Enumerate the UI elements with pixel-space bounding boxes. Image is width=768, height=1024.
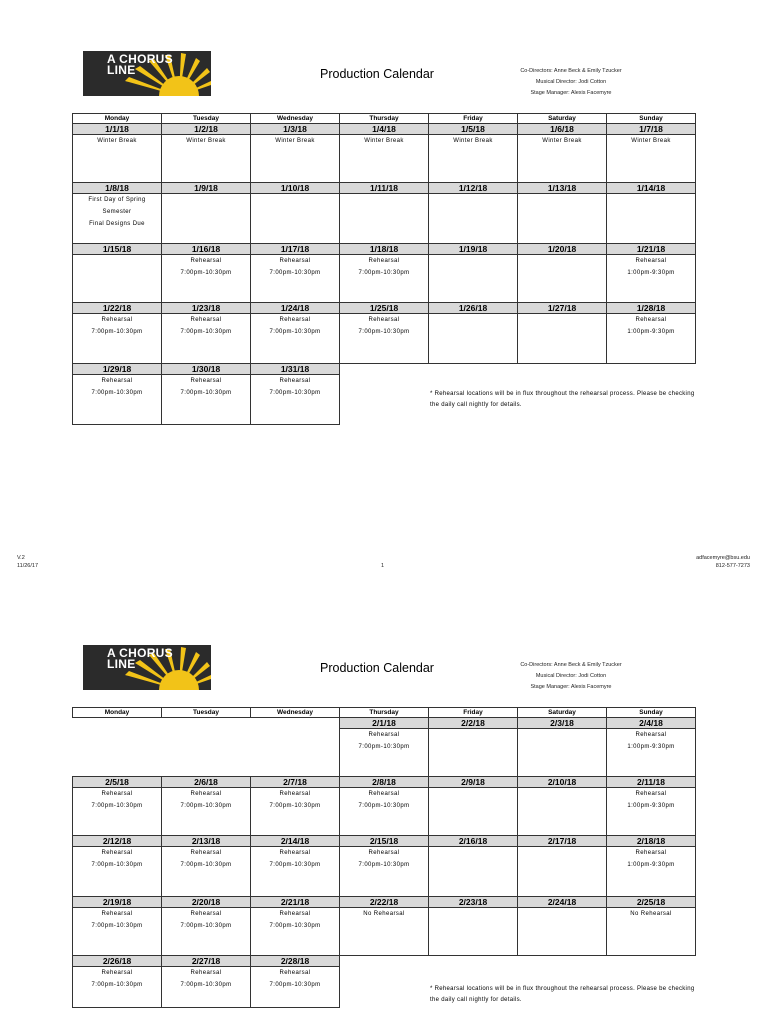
- event-line: Rehearsal: [279, 791, 311, 797]
- date-cell: 1/18/18: [340, 244, 429, 255]
- date-cell: 1/22/18: [73, 303, 162, 314]
- date-cell: 2/4/18: [607, 718, 696, 729]
- event-line: Rehearsal: [279, 850, 311, 856]
- event-line: Rehearsal: [635, 850, 667, 856]
- event-line: 1:00pm-9:30pm: [627, 744, 675, 750]
- event-line: 7:00pm-10:30pm: [269, 390, 321, 396]
- date-cell: 1/15/18: [73, 244, 162, 255]
- logo-line-2: LINE: [107, 63, 136, 77]
- date-cell: 2/15/18: [340, 836, 429, 847]
- event-line: Winter Break: [364, 138, 404, 144]
- date-cell: 1/6/18: [518, 124, 607, 135]
- event-line: 7:00pm-10:30pm: [269, 270, 321, 276]
- date-cell: 1/28/18: [607, 303, 696, 314]
- day-header: Monday: [73, 114, 162, 124]
- event-cell: [73, 908, 162, 956]
- date-cell: 1/9/18: [162, 183, 251, 194]
- event-line: Rehearsal: [279, 258, 311, 264]
- event-cell: [607, 788, 696, 836]
- musical-director: Musical Director: Jodi Cotton: [535, 673, 607, 679]
- event-line: Rehearsal: [635, 791, 667, 797]
- event-line: 7:00pm-10:30pm: [91, 390, 143, 396]
- date-cell: 2/2/18: [429, 718, 518, 729]
- event-line: Rehearsal: [368, 258, 400, 264]
- event-cell: [429, 788, 518, 836]
- empty-cell: [73, 718, 340, 729]
- event-cell: [73, 788, 162, 836]
- event-line: 7:00pm-10:30pm: [358, 270, 410, 276]
- date-cell: 2/1/18: [340, 718, 429, 729]
- event-cell: [162, 908, 251, 956]
- date-cell: 1/14/18: [607, 183, 696, 194]
- date-cell: 2/13/18: [162, 836, 251, 847]
- date-cell: 1/1/18: [73, 124, 162, 135]
- day-header: Saturday: [518, 708, 607, 718]
- date-cell: 2/11/18: [607, 777, 696, 788]
- stage-manager: Stage Manager: Alexis Facemyre: [530, 90, 612, 96]
- date-cell: 2/28/18: [251, 956, 340, 967]
- event-cell: [162, 788, 251, 836]
- revision-date: 11/26/17: [17, 563, 39, 569]
- event-line: Rehearsal: [190, 970, 222, 976]
- event-cell: [518, 908, 607, 956]
- event-cell: [340, 908, 429, 956]
- event-line: First Day of Spring: [88, 197, 146, 203]
- event-line: 7:00pm-10:30pm: [180, 923, 232, 929]
- event-cell: [251, 967, 340, 1008]
- event-line: 7:00pm-10:30pm: [180, 329, 232, 335]
- stage-manager: Stage Manager: Alexis Facemyre: [530, 684, 612, 690]
- day-header: Friday: [429, 114, 518, 124]
- empty-cell: [340, 956, 696, 967]
- date-cell: 1/17/18: [251, 244, 340, 255]
- event-line: Rehearsal: [190, 378, 222, 384]
- logo-line-1: A CHORUS: [107, 52, 173, 66]
- event-cell: [73, 967, 162, 1008]
- event-line: 7:00pm-10:30pm: [269, 803, 321, 809]
- date-cell: 2/27/18: [162, 956, 251, 967]
- event-line: 7:00pm-10:30pm: [358, 803, 410, 809]
- page-title: Production Calendar: [320, 67, 434, 81]
- day-header: Wednesday: [251, 114, 340, 124]
- event-line: 7:00pm-10:30pm: [180, 982, 232, 988]
- event-line: Winter Break: [275, 138, 315, 144]
- date-cell: 2/14/18: [251, 836, 340, 847]
- event-line: Winter Break: [453, 138, 493, 144]
- day-header: Tuesday: [162, 708, 251, 718]
- logo-line-2: LINE: [107, 657, 136, 671]
- event-line: 7:00pm-10:30pm: [269, 329, 321, 335]
- day-header: Monday: [73, 708, 162, 718]
- day-header: Saturday: [518, 114, 607, 124]
- date-cell: 2/3/18: [518, 718, 607, 729]
- date-cell: 1/10/18: [251, 183, 340, 194]
- date-cell: 1/11/18: [340, 183, 429, 194]
- day-header: Friday: [429, 708, 518, 718]
- event-line: Rehearsal: [279, 378, 311, 384]
- day-header: Tuesday: [162, 114, 251, 124]
- event-cell: [429, 847, 518, 897]
- date-cell: 1/19/18: [429, 244, 518, 255]
- event-cell: [607, 729, 696, 777]
- date-cell: 1/23/18: [162, 303, 251, 314]
- event-line: Rehearsal: [101, 850, 133, 856]
- event-line: 7:00pm-10:30pm: [91, 982, 143, 988]
- event-line: 7:00pm-10:30pm: [180, 390, 232, 396]
- event-line: Rehearsal: [279, 970, 311, 976]
- event-cell: [73, 847, 162, 897]
- date-cell: 1/13/18: [518, 183, 607, 194]
- date-cell: 1/16/18: [162, 244, 251, 255]
- date-cell: 1/27/18: [518, 303, 607, 314]
- musical-director: Musical Director: Jodi Cotton: [535, 79, 607, 85]
- date-cell: 1/30/18: [162, 364, 251, 375]
- page-title: Production Calendar: [320, 661, 434, 675]
- logo-line-1: A CHORUS: [107, 646, 173, 660]
- date-cell: 1/5/18: [429, 124, 518, 135]
- event-line: Final Designs Due: [89, 221, 145, 227]
- event-line: Rehearsal: [101, 970, 133, 976]
- event-cell: [162, 847, 251, 897]
- event-cell: [251, 847, 340, 897]
- event-line: Rehearsal: [101, 317, 133, 323]
- event-line: Rehearsal: [101, 791, 133, 797]
- contact-phone: 812-577-7273: [715, 563, 750, 569]
- event-line: Rehearsal: [190, 258, 222, 264]
- contact-email: adfacemyre@bsu.edu: [696, 555, 750, 561]
- date-cell: 1/31/18: [251, 364, 340, 375]
- chorus-line-logo: [83, 645, 211, 690]
- event-cell: [429, 729, 518, 777]
- event-line: 7:00pm-10:30pm: [180, 862, 232, 868]
- event-cell: [518, 729, 607, 777]
- day-header: Sunday: [607, 708, 696, 718]
- date-cell: 1/8/18: [73, 183, 162, 194]
- date-cell: 2/7/18: [251, 777, 340, 788]
- event-line: Rehearsal: [368, 850, 400, 856]
- day-header: Thursday: [340, 708, 429, 718]
- event-line: Winter Break: [631, 138, 671, 144]
- event-line: Rehearsal: [279, 911, 311, 917]
- day-header: Wednesday: [251, 708, 340, 718]
- date-cell: 2/26/18: [73, 956, 162, 967]
- event-cell: [251, 908, 340, 956]
- event-cell: [607, 908, 696, 956]
- version: V.2: [17, 555, 25, 561]
- day-header: Sunday: [607, 114, 696, 124]
- event-line: Rehearsal: [368, 791, 400, 797]
- co-directors: Co-Directors: Anne Beck & Emily Tzucker: [520, 662, 622, 668]
- date-cell: 2/22/18: [340, 897, 429, 908]
- event-line: Rehearsal: [368, 317, 400, 323]
- event-cell: [518, 788, 607, 836]
- event-line: 1:00pm-9:30pm: [627, 329, 675, 335]
- event-cell: [251, 788, 340, 836]
- date-cell: 2/17/18: [518, 836, 607, 847]
- date-cell: 2/25/18: [607, 897, 696, 908]
- event-cell: [518, 847, 607, 897]
- date-cell: 1/25/18: [340, 303, 429, 314]
- credits: [481, 660, 661, 693]
- event-line: 7:00pm-10:30pm: [91, 923, 143, 929]
- event-line: 7:00pm-10:30pm: [269, 982, 321, 988]
- event-line: Winter Break: [542, 138, 582, 144]
- date-cell: 1/4/18: [340, 124, 429, 135]
- event-line: No Rehearsal: [363, 911, 405, 917]
- event-line: 7:00pm-10:30pm: [180, 270, 232, 276]
- event-line: 1:00pm-9:30pm: [627, 270, 675, 276]
- date-cell: 2/5/18: [73, 777, 162, 788]
- rehearsal-note: * Rehearsal locations will be in flux throughout the rehearsal process. Please be checking the daily call nightly for details.: [430, 986, 695, 1003]
- date-cell: 2/9/18: [429, 777, 518, 788]
- event-line: Winter Break: [186, 138, 226, 144]
- calendar-table: [72, 707, 696, 1008]
- date-cell: 2/16/18: [429, 836, 518, 847]
- event-cell: [607, 847, 696, 897]
- event-line: 7:00pm-10:30pm: [269, 923, 321, 929]
- date-cell: 1/2/18: [162, 124, 251, 135]
- date-cell: 2/8/18: [340, 777, 429, 788]
- date-cell: 2/19/18: [73, 897, 162, 908]
- event-line: 7:00pm-10:30pm: [91, 862, 143, 868]
- date-cell: 2/12/18: [73, 836, 162, 847]
- event-line: No Rehearsal: [630, 911, 672, 917]
- event-line: Rehearsal: [101, 378, 133, 384]
- event-cell: [429, 908, 518, 956]
- event-line: Rehearsal: [190, 791, 222, 797]
- date-cell: 1/3/18: [251, 124, 340, 135]
- event-line: 7:00pm-10:30pm: [180, 803, 232, 809]
- date-cell: 2/21/18: [251, 897, 340, 908]
- event-cell: [340, 788, 429, 836]
- event-line: Rehearsal: [190, 850, 222, 856]
- event-line: 7:00pm-10:30pm: [358, 329, 410, 335]
- date-cell: 1/26/18: [429, 303, 518, 314]
- date-cell: 1/7/18: [607, 124, 696, 135]
- event-line: Rehearsal: [190, 317, 222, 323]
- event-line: Rehearsal: [635, 732, 667, 738]
- day-header: Thursday: [340, 114, 429, 124]
- event-line: 1:00pm-9:30pm: [627, 862, 675, 868]
- page-number: 1: [381, 563, 385, 569]
- date-cell: 1/24/18: [251, 303, 340, 314]
- event-line: 1:00pm-9:30pm: [627, 803, 675, 809]
- date-cell: 1/12/18: [429, 183, 518, 194]
- event-line: 7:00pm-10:30pm: [269, 862, 321, 868]
- date-cell: 2/24/18: [518, 897, 607, 908]
- event-line: Rehearsal: [368, 732, 400, 738]
- event-line: 7:00pm-10:30pm: [358, 744, 410, 750]
- event-line: Winter Break: [97, 138, 137, 144]
- date-cell: 2/18/18: [607, 836, 696, 847]
- event-line: Rehearsal: [635, 258, 667, 264]
- date-cell: 2/23/18: [429, 897, 518, 908]
- event-cell: [340, 729, 429, 777]
- event-line: 7:00pm-10:30pm: [91, 803, 143, 809]
- event-cell: [162, 967, 251, 1008]
- event-cell: [340, 847, 429, 897]
- rehearsal-note: * Rehearsal locations will be in flux throughout the rehearsal process. Please be checking the daily call nightly for details.: [430, 391, 695, 408]
- co-directors: Co-Directors: Anne Beck & Emily Tzucker: [520, 68, 622, 74]
- event-line: Rehearsal: [635, 317, 667, 323]
- event-line: Semester: [102, 209, 132, 215]
- event-line: 7:00pm-10:30pm: [91, 329, 143, 335]
- date-cell: 1/20/18: [518, 244, 607, 255]
- date-cell: 2/20/18: [162, 897, 251, 908]
- event-line: Rehearsal: [279, 317, 311, 323]
- date-cell: 1/29/18: [73, 364, 162, 375]
- event-line: 7:00pm-10:30pm: [358, 862, 410, 868]
- date-cell: 2/10/18: [518, 777, 607, 788]
- empty-cell: [73, 729, 340, 777]
- event-line: Rehearsal: [101, 911, 133, 917]
- date-cell: 1/21/18: [607, 244, 696, 255]
- event-line: Rehearsal: [190, 911, 222, 917]
- date-cell: 2/6/18: [162, 777, 251, 788]
